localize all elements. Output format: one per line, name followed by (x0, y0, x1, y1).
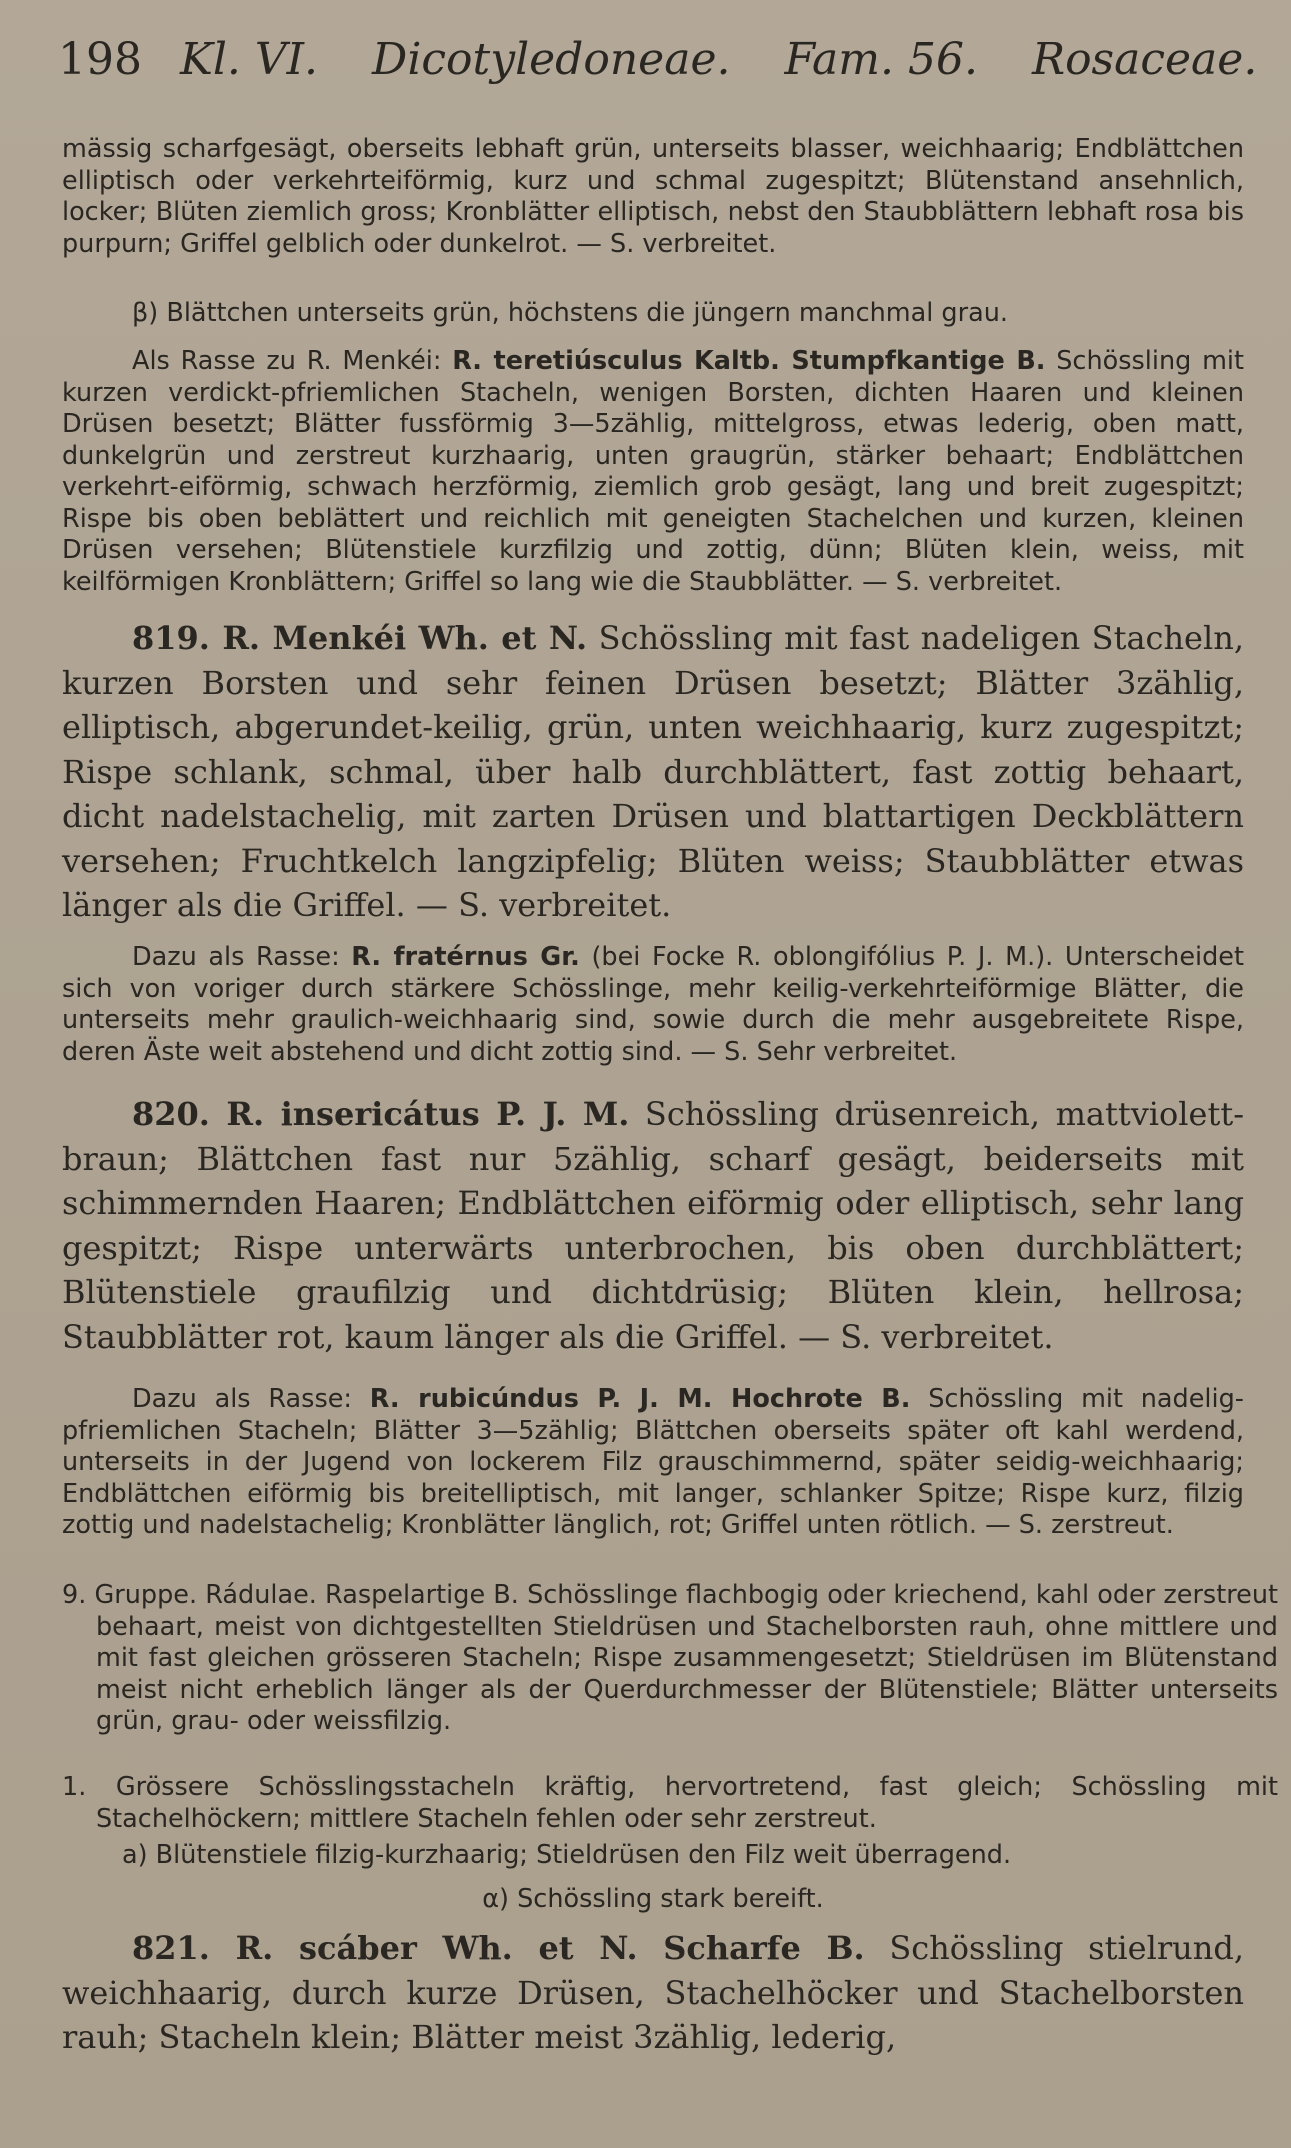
paragraph-text: Schössling mit nadelig-pfriemlichen Stacheln; Blätter 3—5zählig; Blättchen oberseits später oft kahl werdend, unterseits in der Jugend von lockerem Filz grauschimmernd, später seidig-weichhaarig; Endblättchen eiförmig bis breitelliptisch, mit langer, schlanker Spitze; Rispe kurz, filzig zottig und nadelstachelig; Kronblätter länglich, rot; Griffel unten rötlich. — S. zerstreut. (62, 1384, 1244, 1540)
key-item-a (62, 1840, 1244, 1872)
key-item-alpha (62, 1884, 1244, 1916)
race-lead: Als Rasse zu R. Menkéi: (132, 346, 453, 376)
header-family-name: Rosaceae. (1031, 34, 1258, 85)
paragraph-text: a) Blütenstiele filzig-kurzhaarig; Stieldrüsen den Filz weit überragend. (122, 1840, 1012, 1870)
subsection-beta (62, 298, 1244, 330)
group-heading: 9. Gruppe. Rádulae. Raspelartige B. (62, 1580, 519, 1610)
taxon-name: 819. R. Menkéi Wh. et N. (132, 619, 588, 657)
running-header (58, 30, 1258, 90)
race-rubicundus (62, 1384, 1244, 1542)
key-item-1 (62, 1772, 1278, 1835)
header-class: Kl. VI. (179, 34, 319, 85)
paragraph-text: mässig scharfgesägt, oberseits lebhaft grün, unterseits blasser, weichhaarig; Endblättchen elliptisch oder verkehrteiförmig, kurz und schmal zugespitzt; Blütenstand ansehnlich, locker; Blüten ziemlich gross; Kronblätter elliptisch, nebst den Staubblättern lebhaft rosa bis purpurn; Griffel gelblich oder dunkelrot. — S. verbreitet. (62, 134, 1244, 259)
paragraph-text: Schösslinge flachbogig oder kriechend, kahl oder zerstreut behaart, meist von dichtgestellten Stieldrüsen und Stachelborsten rauh, ohne mittlere und mit fast gleichen grösseren Stacheln; Rispe zusammengesetzt; Stieldrüsen im Blütenstand meist nicht erheblich länger als der Querdurchmesser der Blütenstiele; Blätter unterseits grün, grau- oder weissfilzig. (96, 1580, 1278, 1736)
paragraph-text: Schössling drüsenreich, mattviolett-braun; Blättchen fast nur 5zählig, scharf gesägt, beiderseits mit schimmernden Haaren; Endblättchen eiförmig oder elliptisch, sehr lang gespitzt; Rispe unterwärts unterbrochen, bis oben durchblättert; Blütenstiele graufilzig und dichtdrüsig; Blüten klein, hellrosa; Staubblätter rot, kaum länger als die Griffel. — S. verbreitet. (62, 1095, 1245, 1356)
species-821 (62, 1926, 1244, 2060)
paragraph-text: Schössling stielrund, weichhaarig, durch kurze Drüsen, Stachelhöcker und Stachelborsten rauh; Stacheln klein; Blätter meist 3zählig, lederig, (62, 1929, 1245, 2056)
species-819 (62, 616, 1244, 928)
paragraph-continuation (62, 134, 1244, 260)
header-group: Dicotyledoneae. (372, 34, 731, 85)
paragraph-text: α) Schössling stark bereift. (482, 1884, 824, 1914)
taxon-name: 821. R. scáber Wh. et N. Scharfe B. (132, 1929, 865, 1967)
taxon-name: 820. R. insericátus P. J. M. (132, 1095, 630, 1133)
page-number: 198 (58, 34, 142, 85)
paragraph-text: Schössling mit fast nadeligen Stacheln, kurzen Borsten und sehr feinen Drüsen besetzt; Blätter 3zählig, elliptisch, abgerundet-keilig, grün, unten weichhaarig, kurz zugespitzt; Rispe schlank, schmal, über halb durchblättert, fast zottig behaart, dicht nadelstachelig, mit zarten Drüsen und blattartigen Deckblättern versehen; Fruchtkelch langzipfelig; Blüten weiss; Staubblätter etwas länger als die Griffel. — S. verbreitet. (62, 619, 1245, 924)
taxon-name: R. rubicúndus P. J. M. Hochrote B. (369, 1384, 911, 1414)
race-lead: Dazu als Rasse: (132, 1384, 370, 1414)
taxon-name: R. fratérnus Gr. (351, 942, 580, 972)
race-fraternus (62, 942, 1244, 1068)
taxon-name: R. teretiúsculus Kaltb. Stumpfkantige B. (452, 346, 1046, 376)
species-820 (62, 1092, 1244, 1359)
group-9-radulae (62, 1580, 1278, 1738)
header-family: Fam. 56. (784, 34, 978, 85)
race-teretiusculus (62, 346, 1244, 598)
paragraph-text: β) Blättchen unterseits grün, höchstens die jüngern manchmal grau. (132, 298, 1008, 328)
paragraph-text: Schössling mit kurzen verdickt-pfriemlichen Stacheln, wenigen Borsten, dichten Haaren und kleinen Drüsen besetzt; Blätter fussförmig 3—5zählig, mittelgross, etwas lederig, oben matt, dunkelgrün und zerstreut kurzhaarig, unten graugrün, stärker behaart; Endblättchen verkehrt-eiförmig, schwach herzförmig, ziemlich grob gesägt, lang und breit zugespitzt; Rispe bis oben beblättert und reichlich mit geneigten Stachelchen und kurzen, kleinen Drüsen versehen; Blütenstiele kurzfilzig und zottig, dünn; Blüten klein, weiss, mit keilförmigen Kronblättern; Griffel so lang wie die Staubblätter. — S. verbreitet. (62, 346, 1244, 597)
paragraph-text: (bei Focke R. oblongifólius P. J. M.). Unterscheidet sich von voriger durch stärkere Schösslinge, mehr keilig-verkehrteiförmige Blätter, die unterseits mehr graulich-weichhaarig sind, sowie durch die mehr ausgebreitete Rispe, deren Äste weit abstehend und dicht zottig sind. — S. Sehr verbreitet. (62, 942, 1244, 1067)
race-lead: Dazu als Rasse: (132, 942, 352, 972)
paragraph-text: 1. Grössere Schösslingsstacheln kräftig, hervortretend, fast gleich; Schössling mit Stachelhöckern; mittlere Stacheln fehlen oder sehr zerstreut. (62, 1772, 1278, 1834)
